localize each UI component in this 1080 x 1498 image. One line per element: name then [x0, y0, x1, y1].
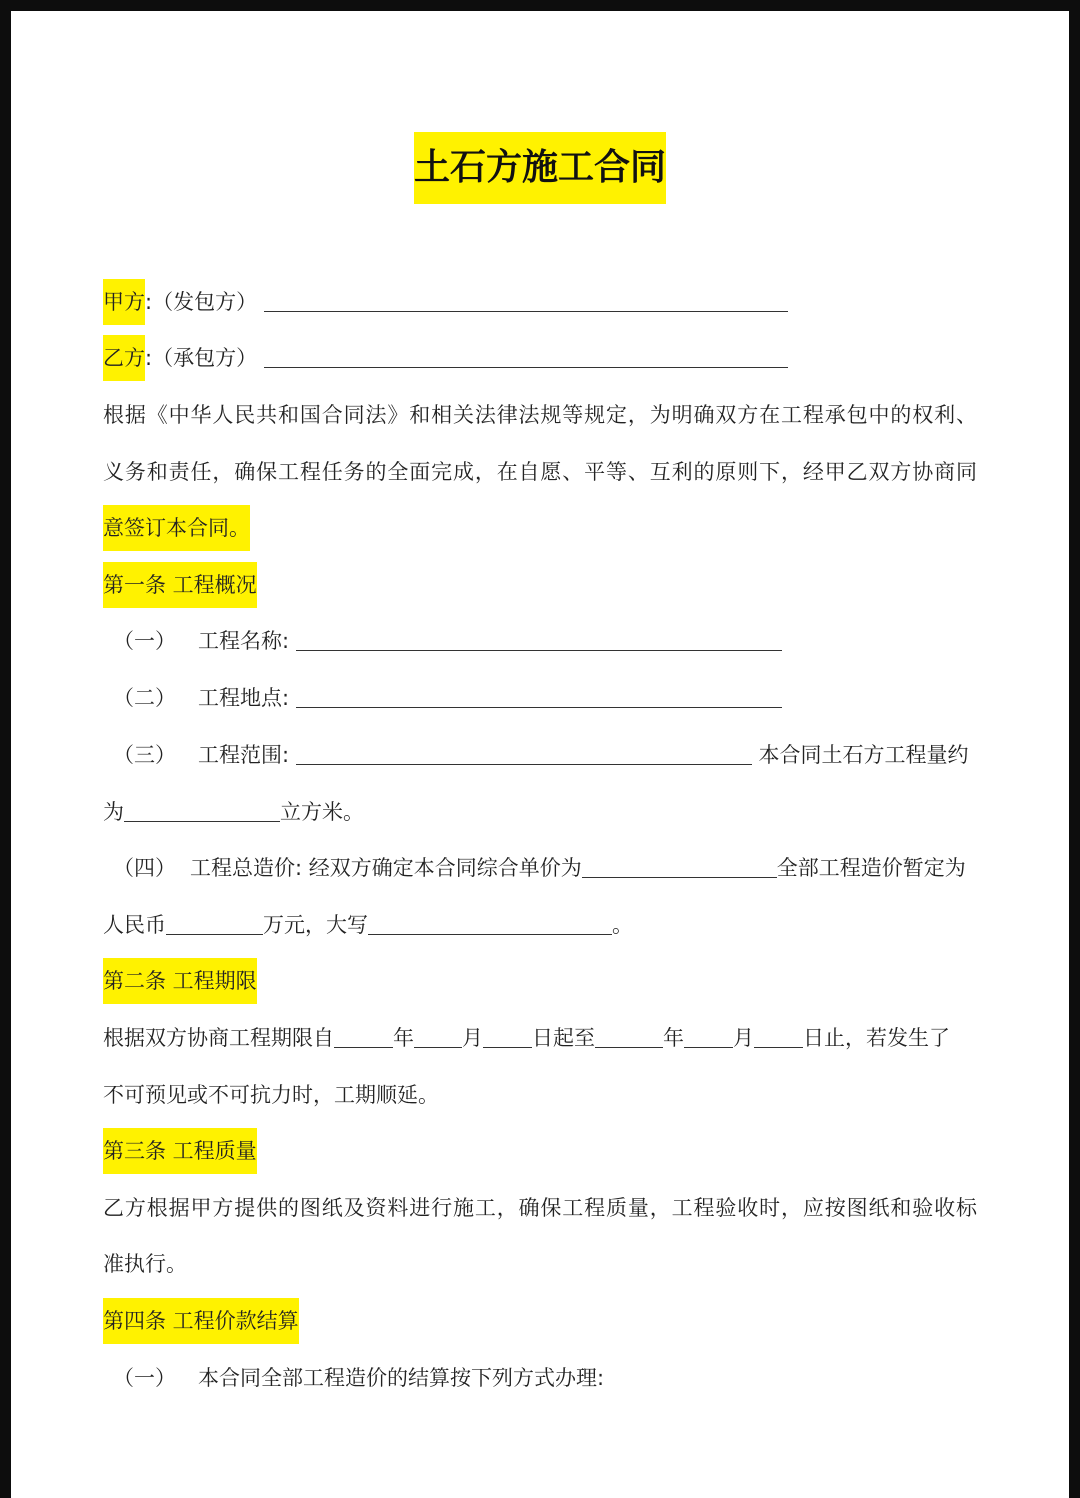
- cont-pre: 为: [103, 800, 124, 824]
- article2-line-1: [103, 1015, 950, 1061]
- party-b-line: [103, 335, 788, 381]
- article1-heading-text: 第一条 工程概况: [103, 562, 257, 608]
- article1-item4-cont: [103, 902, 633, 948]
- article1-item4: [113, 845, 966, 891]
- project-location-blank[interactable]: [296, 685, 782, 708]
- party-b-role: :（承包方）: [145, 346, 258, 370]
- article1-item3: [113, 732, 968, 778]
- month-label: 月: [462, 1026, 483, 1050]
- party-a-role: :（发包方）: [145, 290, 258, 314]
- preamble-line-3-text: 意签订本合同。: [103, 505, 250, 551]
- article2-line-2: 不可预见或不可抗力时，工期顺延。: [103, 1083, 439, 1107]
- item-label: 工程地点:: [198, 686, 290, 710]
- cont-post: 。: [612, 913, 633, 937]
- article2-heading: [103, 958, 257, 1004]
- party-b-label: 乙方: [103, 335, 145, 381]
- cont-mid: 万元，大写: [263, 913, 368, 937]
- item-number: （二）: [113, 686, 176, 710]
- preamble-line-2: 义务和责任，确保工程任务的全面完成，在自愿、平等、互利的原则下，经甲乙双方协商同: [103, 460, 977, 484]
- article1-item3-cont: [103, 789, 364, 835]
- item-text: 本合同全部工程造价的结算按下列方式办理:: [198, 1366, 605, 1390]
- start-month-blank[interactable]: [414, 1025, 462, 1048]
- item-tail: 全部工程造价暂定为: [776, 856, 966, 880]
- cont-pre: 人民币: [103, 913, 166, 937]
- article2-heading-text: 第二条 工程期限: [103, 958, 257, 1004]
- article4-heading-text: 第四条 工程价款结算: [103, 1298, 299, 1344]
- party-a-line: [103, 279, 788, 325]
- amount-words-blank[interactable]: [368, 912, 612, 935]
- project-scope-blank[interactable]: [296, 742, 752, 765]
- end-day-blank[interactable]: [754, 1025, 803, 1048]
- month-label: 月: [733, 1026, 754, 1050]
- item-number: （一）: [113, 1366, 176, 1390]
- period-pre: 根据双方协商工程期限自: [103, 1026, 334, 1050]
- item-number: （三）: [113, 743, 176, 767]
- unit-price-blank[interactable]: [582, 855, 777, 878]
- quantity-blank[interactable]: [124, 799, 280, 822]
- party-a-label: 甲方: [103, 279, 145, 325]
- item-label: 工程名称:: [198, 629, 290, 653]
- end-year-blank[interactable]: [595, 1025, 663, 1048]
- year-label: 年: [393, 1026, 414, 1050]
- party-b-blank[interactable]: [264, 345, 788, 368]
- start-year-blank[interactable]: [334, 1025, 393, 1048]
- document-title: 土石方施工合同: [414, 132, 666, 204]
- start-day-blank[interactable]: [483, 1025, 532, 1048]
- day-label: 日止，若发生了: [803, 1026, 950, 1050]
- cont-post: 立方米。: [280, 800, 364, 824]
- article3-heading-text: 第三条 工程质量: [103, 1128, 257, 1174]
- year-label: 年: [663, 1026, 684, 1050]
- project-name-blank[interactable]: [296, 628, 782, 651]
- item-number: （一）: [113, 629, 176, 653]
- item-label: 工程范围:: [198, 743, 290, 767]
- amount-blank[interactable]: [166, 912, 263, 935]
- article3-line-1: 乙方根据甲方提供的图纸及资料进行施工，确保工程质量，工程验收时，应按图纸和验收标: [103, 1196, 977, 1220]
- end-month-blank[interactable]: [684, 1025, 733, 1048]
- preamble-line-1: 根据《中华人民共和国合同法》和相关法律法规等规定，为明确双方在工程承包中的权利、: [103, 403, 977, 427]
- item-tail: 本合同土石方工程量约: [758, 743, 969, 767]
- item-number: （四）: [113, 856, 176, 880]
- preamble-line-3: [103, 505, 250, 551]
- article1-item1: [113, 618, 782, 664]
- article3-heading: [103, 1128, 257, 1174]
- day-label: 日起至: [532, 1026, 595, 1050]
- article1-heading: [103, 562, 257, 608]
- article3-line-2: 准执行。: [103, 1252, 187, 1276]
- item-label: 工程总造价: 经双方确定本合同综合单价为: [190, 856, 582, 880]
- article1-item2: [113, 675, 782, 721]
- article4-item1: [113, 1355, 604, 1401]
- party-a-blank[interactable]: [264, 289, 788, 312]
- article4-heading: [103, 1298, 299, 1344]
